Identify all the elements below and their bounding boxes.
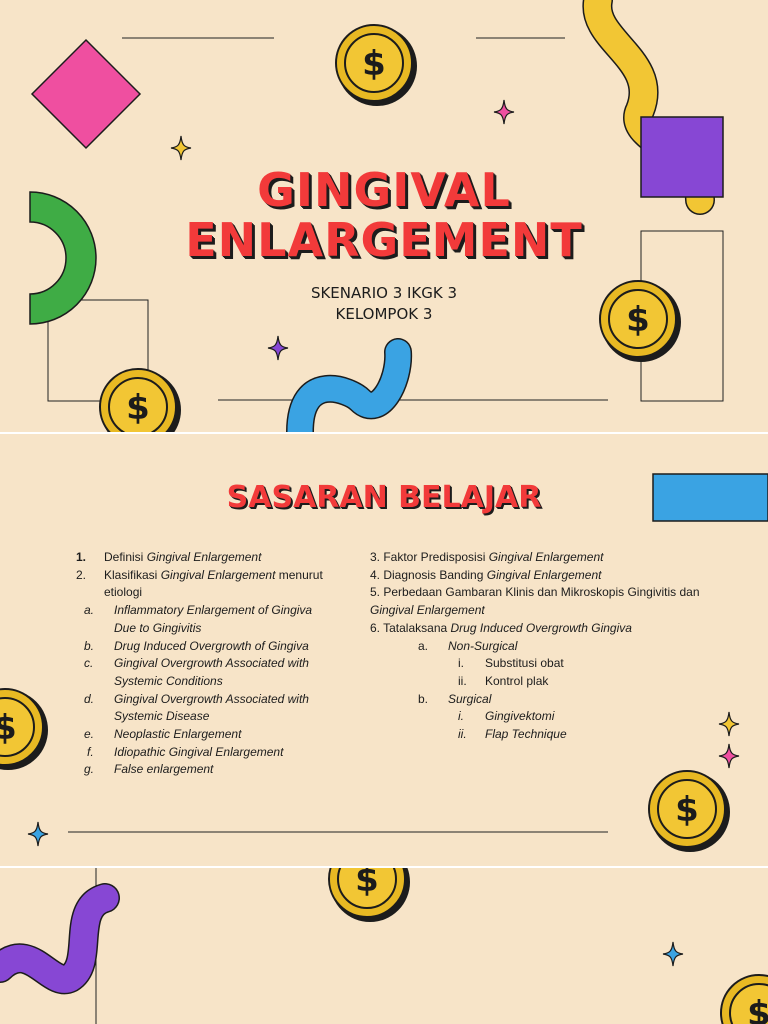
list-item: 4. Diagnosis Banding Gingival Enlargement [370,567,602,582]
third-slide-partial [0,868,768,1024]
list-item: 1. Definisi Gingival Enlargement [76,550,262,564]
list-item: i. Substitusi obat [458,656,564,671]
title-line-1: GINGIVAL [257,163,511,217]
objectives-left-column [74,549,344,779]
title-slide [0,0,768,432]
list-item: c. Gingival Overgrowth Associated with Systemic Conditions [84,656,309,688]
subtitle-line-2: KELOMPOK 3 [335,305,433,323]
dollar-coin-icon [0,689,48,770]
title-line-2: ENLARGEMENT [185,213,583,267]
list-item: g. False enlargement [84,762,214,777]
list-item: d. Gingival Overgrowth Associated with Systemic Disease [84,691,309,724]
list-item: f. Idiopathic Gingival Enlargement [87,744,284,759]
four-point-star-icon [663,942,683,966]
objectives-right-column [370,549,732,744]
objectives-title: SASARAN BELAJAR [226,480,542,515]
list-item: ii. Kontrol plak [458,673,549,688]
list-item: 3. Faktor Predisposisi Gingival Enlargement [370,550,604,564]
list-item: a. Inflammatory Enlargement of Gingiva Due to Gingivitis [84,603,313,635]
subtitle-line-1: SKENARIO 3 IKGK 3 [310,284,458,302]
list-item: b. Drug Induced Overgrowth of Gingiva [84,638,309,653]
dollar-coin-icon [336,25,417,106]
dollar-coin-icon [100,369,181,432]
pink-diamond-shape [32,40,140,148]
list-item: b. Surgical [418,691,492,706]
four-point-star-icon [494,100,514,124]
list-item: a. Non-Surgical [418,638,518,653]
list-item: ii. Flap Technique [458,727,567,742]
four-point-star-icon [171,136,191,160]
dollar-coin-icon [649,771,730,852]
learning-objectives-slide [0,434,768,866]
sub-list [44,602,344,779]
four-point-star-icon [28,822,48,846]
dollar-coin-icon [329,868,410,922]
list-item: 2. Klasifikasi Gingival Enlargement menurut etiologi [76,567,323,600]
list-item: i. Gingivektomi [458,709,555,724]
four-point-star-icon [719,744,739,768]
list-item: 5. Perbedaan Gambaran Klinis dan Mikroskopis Gingivitis dan Gingival Enlargement [370,585,700,618]
third-slide-decorations [0,868,768,1024]
dollar-coin-icon [721,975,768,1024]
four-point-star-icon [268,336,288,360]
list-item: 6. Tatalaksana Drug Induced Overgrowth Gingiva [370,620,632,635]
list-item: e. Neoplastic Enlargement [84,727,242,742]
